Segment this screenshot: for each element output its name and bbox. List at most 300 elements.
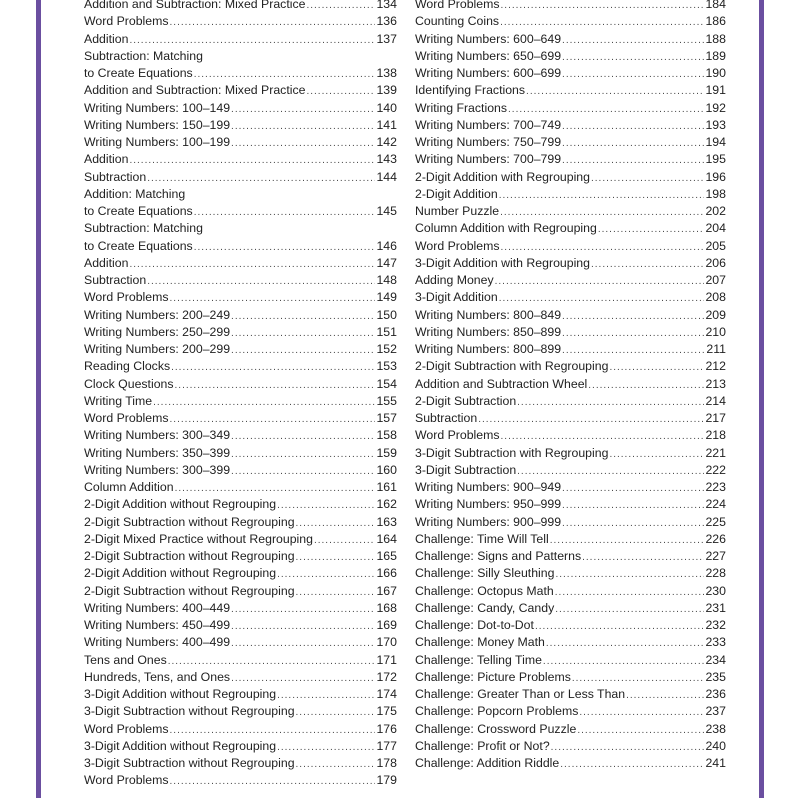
toc-entry [415, 703, 726, 720]
toc-dot-leader [550, 532, 705, 549]
toc-entry-title: 3-Digit Subtraction without Regrouping [84, 756, 295, 770]
toc-dot-leader [147, 273, 375, 290]
toc-dot-leader [508, 101, 704, 118]
toc-entry-title: Addition [84, 152, 129, 167]
toc-entry-title: 2-Digit Addition without Regrouping [84, 497, 277, 512]
toc-left-column [84, 0, 397, 790]
toc-entry-page: 169 [376, 618, 397, 632]
toc-dot-leader [296, 515, 376, 532]
toc-entry-page: 234 [705, 652, 726, 667]
toc-entry-title: Adding Money [415, 273, 494, 287]
toc-dot-leader [495, 273, 705, 290]
toc-entry [84, 324, 397, 341]
toc-entry-page: 210 [705, 324, 726, 339]
toc-entry [84, 652, 397, 669]
toc-entry [415, 548, 726, 565]
toc-dot-leader [562, 480, 704, 497]
toc-entry [415, 514, 726, 531]
toc-dot-leader [231, 601, 375, 618]
toc-entry [84, 220, 397, 237]
toc-entry-page: 240 [705, 738, 726, 753]
toc-entry-title: Writing Numbers: 600–699 [415, 66, 562, 80]
toc-dot-leader [579, 704, 704, 721]
toc-entry-title: Word Problems [84, 721, 169, 736]
toc-entry-page: 137 [376, 31, 397, 46]
toc-dot-leader [501, 428, 705, 445]
toc-entry [84, 65, 397, 82]
toc-entry-title: Subtraction [84, 169, 147, 184]
toc-entry-page: 228 [705, 566, 726, 581]
toc-entry [415, 479, 726, 496]
toc-entry-page: 160 [376, 462, 397, 477]
toc-entry-page: 142 [376, 135, 397, 149]
toc-entry [84, 376, 397, 393]
toc-entry [415, 565, 726, 582]
toc-dot-leader [478, 411, 704, 428]
toc-entry-title: Writing Numbers: 950–999 [415, 497, 562, 512]
toc-entry-page: 209 [705, 307, 726, 322]
toc-entry-page: 162 [376, 497, 397, 512]
toc-entry-title: Word Problems [84, 14, 169, 29]
toc-dot-leader [231, 135, 375, 152]
toc-dot-leader [296, 584, 376, 601]
toc-entry [84, 445, 397, 462]
toc-entry-page: 195 [705, 152, 726, 167]
toc-entry-title: Addition and Subtraction Wheel [415, 376, 588, 391]
toc-dot-leader [562, 342, 705, 359]
toc-entry-title: Challenge: Crossword Puzzle [415, 721, 577, 736]
toc-dot-leader [231, 342, 375, 359]
toc-entry-page: 190 [705, 66, 726, 80]
toc-entry [415, 82, 726, 99]
toc-dot-leader [170, 290, 376, 307]
toc-entry-title: Writing Numbers: 150–199 [84, 117, 231, 132]
toc-entry [415, 669, 726, 686]
toc-entry-title: Subtraction: Matching [84, 221, 203, 236]
toc-entry-page: 223 [705, 480, 726, 494]
toc-entry-page: 143 [376, 152, 397, 167]
toc-entry [84, 82, 397, 99]
toc-entry [415, 496, 726, 513]
toc-entry-title: Writing Numbers: 700–799 [415, 152, 562, 167]
toc-dot-leader [194, 239, 376, 256]
toc-entry-page: 136 [376, 14, 397, 29]
toc-entry-page: 211 [706, 342, 726, 356]
toc-entry-page: 235 [705, 669, 726, 684]
toc-dot-leader [306, 0, 375, 14]
toc-dot-leader [500, 204, 704, 221]
toc-entry [415, 652, 726, 669]
toc-entry-title: 2-Digit Subtraction with Regrouping [415, 359, 609, 374]
toc-entry [415, 600, 726, 617]
toc-entry-title: Column Addition with Regrouping [415, 221, 597, 236]
toc-dot-leader [129, 152, 375, 169]
toc-entry-title: 3-Digit Subtraction with Regrouping [415, 445, 609, 460]
toc-dot-leader [314, 532, 376, 549]
toc-entry-page: 154 [376, 376, 397, 391]
toc-entry-page: 188 [705, 31, 726, 46]
toc-entry-title: 2-Digit Addition without Regrouping [84, 566, 277, 581]
toc-entry-title: Challenge: Money Math [415, 635, 545, 650]
toc-dot-leader [231, 428, 375, 445]
toc-entry [415, 220, 726, 237]
toc-entry [84, 307, 397, 324]
toc-entry [84, 169, 397, 186]
toc-dot-leader [129, 32, 375, 49]
toc-dot-leader [499, 187, 705, 204]
toc-dot-leader [562, 515, 704, 532]
toc-entry-title: Writing Numbers: 100–199 [84, 135, 231, 149]
toc-entry-page: 145 [376, 204, 397, 218]
toc-entry-page: 141 [376, 117, 397, 132]
toc-entry-title: 3-Digit Subtraction [415, 462, 517, 477]
toc-entry-title: 2-Digit Subtraction without Regrouping [84, 549, 295, 563]
toc-entry-page: 150 [376, 307, 397, 322]
toc-dot-leader [231, 670, 375, 687]
toc-dot-leader [277, 739, 375, 756]
toc-entry-title: Writing Numbers: 100–149 [84, 100, 231, 115]
toc-dot-leader [562, 497, 704, 514]
toc-entry-page: 178 [376, 756, 397, 770]
toc-dot-leader [543, 653, 705, 670]
toc-entry-title: Subtraction: Matching [84, 48, 203, 63]
toc-entry [84, 100, 397, 117]
toc-entry [415, 358, 726, 375]
toc-entry-page: 151 [376, 324, 397, 339]
toc-entry-title: 2-Digit Subtraction [415, 393, 517, 408]
toc-dot-leader [555, 601, 704, 618]
toc-entry-title: Writing Numbers: 650–699 [415, 48, 562, 63]
toc-entry-title: Challenge: Popcorn Problems [415, 704, 579, 719]
toc-entry-title: Writing Numbers: 450–499 [84, 618, 231, 632]
toc-entry-title: 2-Digit Mixed Practice without Regrouping [84, 531, 313, 546]
toc-entry-page: 214 [705, 393, 726, 408]
toc-dot-leader [535, 618, 705, 635]
toc-entry [84, 427, 397, 444]
toc-entry-page: 176 [376, 721, 397, 736]
toc-entry-title: Writing Numbers: 300–349 [84, 428, 231, 443]
toc-entry-page: 134 [376, 0, 397, 11]
toc-entry-title: Writing Numbers: 200–299 [84, 342, 231, 356]
toc-entry [84, 738, 397, 755]
toc-entry [84, 134, 397, 151]
toc-dot-leader [231, 308, 375, 325]
toc-entry-title: Column Addition [84, 480, 174, 494]
toc-entry-page: 194 [705, 135, 726, 149]
toc-entry-page: 208 [705, 290, 726, 305]
toc-entry-page: 230 [705, 583, 726, 598]
toc-entry [415, 324, 726, 341]
toc-entry-title: Hundreds, Tens, and Ones [84, 669, 231, 684]
toc-entry-title: Identifying Fractions [415, 83, 526, 98]
toc-entry [415, 738, 726, 755]
toc-entry-page: 144 [376, 169, 397, 184]
toc-entry [415, 755, 726, 772]
toc-entry-page: 170 [376, 635, 397, 650]
toc-dot-leader [277, 497, 375, 514]
toc-dot-leader [562, 152, 704, 169]
toc-entry-page: 231 [705, 600, 726, 615]
toc-entry-page: 206 [705, 255, 726, 270]
toc-entry [84, 548, 397, 565]
toc-dot-leader [562, 135, 704, 152]
toc-entry-page: 175 [376, 704, 397, 719]
toc-entry-page: 222 [705, 462, 726, 477]
toc-entry-page: 202 [705, 204, 726, 218]
toc-entry [415, 427, 726, 444]
toc-entry [415, 289, 726, 306]
toc-entry [415, 134, 726, 151]
toc-entry [84, 686, 397, 703]
toc-entry-title: 3-Digit Addition with Regrouping [415, 255, 590, 270]
toc-dot-leader [296, 549, 376, 566]
toc-entry [84, 462, 397, 479]
toc-entry [84, 755, 397, 772]
toc-dot-leader [231, 635, 375, 652]
toc-dot-leader [555, 566, 704, 583]
toc-entry-title: Writing Numbers: 800–899 [415, 342, 562, 356]
toc-entry-page: 164 [376, 531, 397, 546]
toc-entry-page: 140 [376, 100, 397, 115]
toc-entry-title: Word Problems [84, 290, 169, 305]
toc-entry [415, 445, 726, 462]
toc-entry-page: 177 [376, 738, 397, 753]
toc-entry [84, 117, 397, 134]
toc-entry-page: 138 [376, 66, 397, 80]
toc-dot-leader [231, 463, 375, 480]
toc-entry-page: 212 [705, 359, 726, 374]
toc-entry [415, 203, 726, 220]
toc-dot-leader [175, 377, 376, 394]
toc-entry-title: Clock Questions [84, 376, 174, 391]
toc-entry [415, 531, 726, 548]
toc-entry [415, 117, 726, 134]
toc-entry-title: Word Problems [415, 238, 500, 253]
toc-entry [415, 341, 726, 358]
toc-dot-leader [231, 101, 375, 118]
toc-entry [415, 65, 726, 82]
toc-entry-title: Writing Numbers: 400–499 [84, 635, 231, 650]
toc-entry [415, 410, 726, 427]
toc-entry [415, 272, 726, 289]
toc-entry-page: 186 [705, 14, 726, 29]
toc-entry-page: 161 [376, 480, 397, 494]
toc-entry-page: 159 [376, 445, 397, 460]
toc-entry-page: 189 [705, 48, 726, 63]
toc-entry-page: 236 [705, 687, 726, 701]
toc-entry [84, 669, 397, 686]
toc-dot-leader [577, 722, 704, 739]
toc-entry [84, 634, 397, 651]
toc-dot-leader [231, 325, 375, 342]
toc-dot-leader [194, 66, 376, 83]
toc-entry [415, 617, 726, 634]
toc-entry [415, 307, 726, 324]
toc-entry-title: Counting Coins [415, 14, 500, 29]
toc-entry-page: 167 [376, 583, 397, 598]
toc-entry-title: Tens and Ones [84, 652, 167, 667]
toc-entry-title: Writing Numbers: 350–399 [84, 445, 231, 460]
toc-entry-title: Word Problems [415, 0, 500, 11]
toc-dot-leader [609, 446, 704, 463]
toc-entry-page: 163 [376, 514, 397, 529]
toc-entry-page: 153 [376, 359, 397, 374]
toc-entry-page: 237 [705, 704, 726, 719]
toc-entry-page: 207 [705, 273, 726, 287]
toc-entry-title: Challenge: Profit or Not? [415, 738, 550, 753]
toc-entry-title: Writing Numbers: 400–449 [84, 600, 231, 615]
toc-entry-title: Word Problems [415, 428, 500, 443]
toc-entry-page: 166 [376, 566, 397, 581]
toc-entry-title: Challenge: Telling Time [415, 652, 542, 667]
toc-dot-leader [296, 756, 376, 773]
toc-entry [84, 393, 397, 410]
toc-entry-title: Addition [84, 31, 129, 46]
toc-dot-leader [501, 0, 705, 14]
toc-entry-title: Challenge: Addition Riddle [415, 756, 560, 770]
toc-entry-title: Writing Numbers: 750–799 [415, 135, 562, 149]
toc-dot-leader [560, 756, 704, 773]
toc-entry-page: 233 [705, 635, 726, 650]
toc-entry-title: Challenge: Dot-to-Dot [415, 618, 534, 632]
toc-dot-leader [555, 584, 705, 601]
toc-dot-leader [306, 83, 375, 100]
toc-entry [415, 583, 726, 600]
toc-entry [84, 341, 397, 358]
toc-entry-page: 191 [705, 83, 726, 98]
toc-dot-leader [598, 221, 705, 238]
toc-entry-title: Writing Numbers: 850–899 [415, 324, 562, 339]
toc-entry [415, 238, 726, 255]
toc-entry-page: 139 [376, 83, 397, 98]
toc-entry-title: Addition and Subtraction: Mixed Practice [84, 0, 306, 11]
toc-entry-title: Subtraction [415, 411, 478, 425]
toc-dot-leader [147, 170, 375, 187]
toc-entry [415, 634, 726, 651]
toc-dot-leader [170, 722, 376, 739]
toc-entry-title: Addition: Matching [84, 186, 186, 201]
toc-entry [415, 169, 726, 186]
toc-dot-leader [517, 463, 704, 480]
toc-dot-leader [277, 566, 375, 583]
toc-entry [415, 686, 726, 703]
toc-entry-title: to Create Equations [84, 238, 193, 253]
toc-dot-leader [562, 118, 704, 135]
toc-entry-page: 241 [705, 756, 726, 770]
toc-dot-leader [231, 618, 375, 635]
toc-dot-leader [500, 14, 704, 31]
toc-entry-title: Writing Numbers: 700–749 [415, 117, 562, 132]
toc-entry-page: 171 [376, 652, 397, 667]
toc-entry [84, 203, 397, 220]
toc-dot-leader [591, 256, 704, 273]
toc-dot-leader [562, 66, 704, 83]
toc-entry-title: Subtraction [84, 273, 147, 287]
toc-entry [415, 721, 726, 738]
toc-entry [84, 13, 397, 30]
toc-entry-page: 165 [376, 549, 397, 563]
toc-dot-leader [626, 687, 704, 704]
toc-entry [415, 151, 726, 168]
toc-dot-leader [562, 32, 704, 49]
toc-dot-leader [170, 14, 376, 31]
toc-entry-title: Challenge: Picture Problems [415, 669, 571, 684]
toc-entry-page: 168 [376, 600, 397, 615]
toc-entry-title: 3-Digit Addition without Regrouping [84, 687, 277, 701]
toc-entry-page: 149 [376, 290, 397, 305]
toc-entry [415, 462, 726, 479]
toc-entry-page: 221 [705, 445, 726, 460]
toc-entry-title: Challenge: Signs and Patterns [415, 549, 582, 563]
toc-dot-leader [194, 204, 376, 221]
toc-dot-leader [551, 739, 705, 756]
toc-entry-page: 198 [705, 186, 726, 201]
toc-dot-leader [562, 308, 704, 325]
toc-entry [84, 617, 397, 634]
toc-dot-leader [526, 83, 704, 100]
toc-entry [415, 393, 726, 410]
toc-entry-page: 224 [705, 497, 726, 512]
toc-dot-leader [168, 653, 376, 670]
toc-dot-leader [296, 704, 376, 721]
toc-dot-leader [582, 549, 704, 566]
toc-entry-title: Writing Numbers: 300–399 [84, 462, 231, 477]
toc-entry-title: Writing Numbers: 200–249 [84, 307, 231, 322]
toc-entry-title: Addition and Subtraction: Mixed Practice [84, 83, 306, 98]
toc-dot-leader [170, 411, 376, 428]
toc-entry [84, 565, 397, 582]
toc-entry-title: Word Problems [84, 773, 169, 788]
toc-entry-page: 152 [376, 342, 397, 356]
toc-entry [84, 410, 397, 427]
toc-entry-page: 227 [705, 549, 726, 563]
toc-entry-title: Challenge: Greater Than or Less Than [415, 687, 626, 701]
toc-dot-leader [129, 256, 375, 273]
toc-dot-leader [588, 377, 704, 394]
toc-entry-title: 2-Digit Addition [415, 186, 498, 201]
toc-dot-leader [501, 239, 705, 256]
toc-entry-page: 232 [705, 618, 726, 632]
toc-entry-page: 218 [705, 428, 726, 443]
toc-entry-page: 192 [705, 100, 726, 115]
toc-entry [415, 48, 726, 65]
toc-entry-title: Challenge: Octopus Math [415, 583, 554, 598]
toc-entry-title: Writing Numbers: 800–849 [415, 307, 562, 322]
toc-entry [84, 772, 397, 789]
toc-entry-title: 3-Digit Subtraction without Regrouping [84, 704, 295, 719]
toc-entry [84, 721, 397, 738]
toc-entry [84, 583, 397, 600]
toc-dot-leader [170, 773, 376, 790]
toc-dot-leader [609, 359, 704, 376]
toc-entry-title: Writing Time [84, 393, 153, 408]
toc-dot-leader [231, 446, 375, 463]
toc-entry [84, 0, 397, 13]
toc-entry-page: 238 [705, 721, 726, 736]
toc-entry [415, 255, 726, 272]
toc-dot-leader [562, 325, 704, 342]
toc-entry [415, 13, 726, 30]
toc-entry [84, 600, 397, 617]
toc-entry [84, 531, 397, 548]
toc-entry-page: 179 [376, 773, 397, 788]
toc-entry-page: 205 [705, 238, 726, 253]
toc-entry [415, 100, 726, 117]
toc-entry [84, 703, 397, 720]
toc-entry [84, 151, 397, 168]
toc-entry-title: Challenge: Time Will Tell [415, 531, 549, 546]
toc-entry-page: 226 [705, 531, 726, 546]
